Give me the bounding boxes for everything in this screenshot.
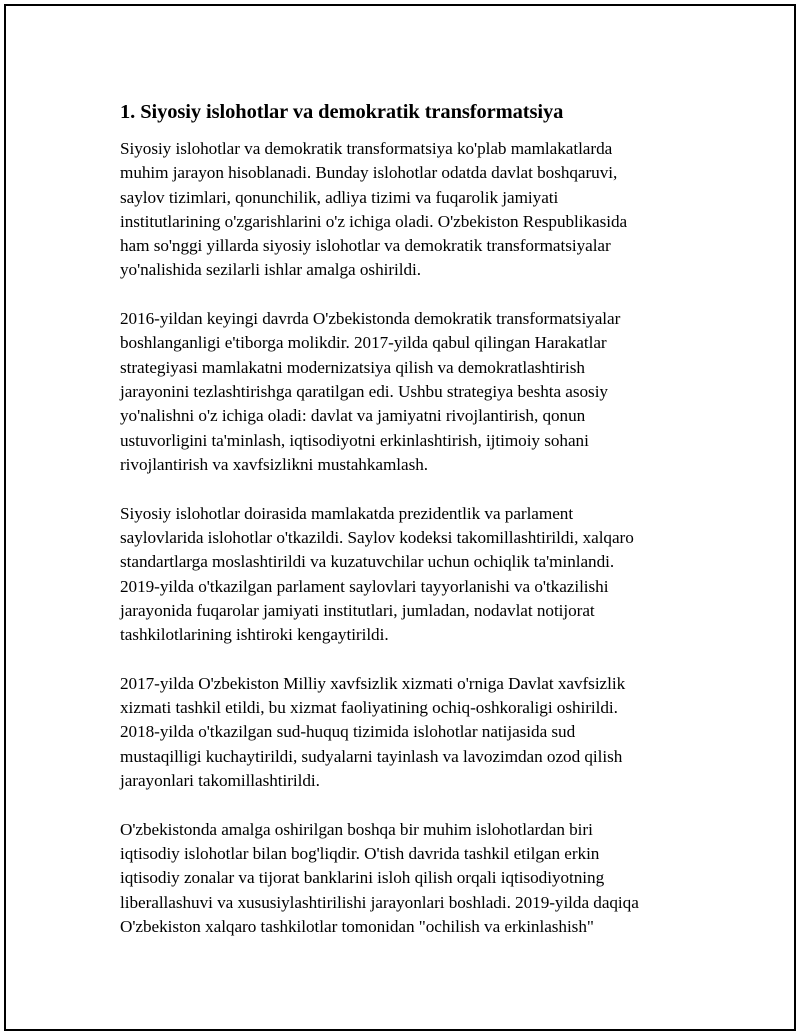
text-line: Siyosiy islohotlar doirasida mamlakatda prezidentlik va parlament	[120, 503, 574, 523]
paragraph-4	[120, 672, 700, 793]
page-frame	[4, 4, 796, 1031]
text-line: saylov tizimlari, qonunchilik, adliya tizimi va fuqarolik jamiyati	[120, 187, 559, 207]
text-line: jarayonini tezlashtirishga qaratilgan edi. Ushbu strategiya beshta asosiy	[120, 382, 608, 402]
text-line: iqtisodiy zonalar va tijorat banklarini isloh qilish orqali iqtisodiyotning	[120, 868, 605, 888]
section-heading: 1. Siyosiy islohotlar va demokratik transformatsiya	[120, 101, 564, 123]
paragraph-1	[120, 137, 700, 283]
text-line: O'zbekiston xalqaro tashkilotlar tomonidan "ochilish va erkinlashish"	[120, 916, 594, 936]
text-line: boshlanganligi e'tiborga molikdir. 2017-yilda qabul qilingan Harakatlar	[120, 333, 607, 353]
text-line: 2017-yilda O'zbekiston Milliy xavfsizlik xizmati o'rniga Davlat xavfsizlik	[120, 673, 626, 693]
text-line: ham so'nggi yillarda siyosiy islohotlar va demokratik transformatsiyalar	[120, 236, 611, 256]
text-line: 2018-yilda o'tkazilgan sud-huquq tizimida islohotlar natijasida sud	[120, 722, 576, 742]
paragraph-5	[120, 818, 700, 939]
text-line: jarayonlari takomillashtirildi.	[120, 771, 320, 790]
text-line: yo'nalishida sezilarli ishlar amalga oshirildi.	[120, 260, 421, 280]
text-line: liberallashuvi va xususiylashtirilishi jarayonlari boshladi. 2019-yilda daqiqa	[120, 892, 639, 912]
text-line: saylovlarida islohotlar o'tkazildi. Saylov kodeksi takomillashtirildi, xalqaro	[120, 527, 634, 547]
text-line: standartlarga moslashtirildi va kuzatuvchilar uchun ochiqlik ta'minlandi.	[120, 552, 615, 572]
text-line: rivojlantirish va xavfsizlikni mustahkamlash.	[120, 454, 429, 474]
text-line: yo'nalishni o'z ichiga oladi: davlat va jamiyatni rivojlantirish, qonun	[120, 406, 586, 426]
text-line: iqtisodiy islohotlar bilan bog'liqdir. O'tish davrida tashkil etilgan erkin	[120, 843, 600, 863]
text-line: mustaqilligi kuchaytirildi, sudyalarni tayinlash va lavozimdan ozod qilish	[120, 746, 623, 766]
text-line: jarayonida fuqarolar jamiyati institutlari, jumladan, nodavlat notijorat	[120, 600, 595, 620]
text-line: xizmati tashkil etildi, bu xizmat faoliyatining ochiq-oshkoraligi oshirildi.	[120, 698, 618, 718]
text-line: Siyosiy islohotlar va demokratik transformatsiya ko'plab mamlakatlarda	[120, 139, 613, 158]
text-line: institutlarining o'zgarishlarini o'z ichiga oladi. O'zbekiston Respublikasida	[120, 211, 628, 231]
text-line: 2016-yildan keyingi davrda O'zbekistonda demokratik transformatsiyalar	[120, 309, 621, 329]
text-line: O'zbekistonda amalga oshirilgan boshqa bir muhim islohotlardan biri	[120, 819, 593, 839]
paragraph-3	[120, 502, 700, 648]
text-line: 2019-yilda o'tkazilgan parlament saylovlari tayyorlanishi va o'tkazilishi	[120, 576, 609, 596]
text-line: tashkilotlarining ishtiroki kengaytirildi.	[120, 625, 389, 645]
paragraph-2	[120, 307, 700, 477]
text-line: muhim jarayon hisoblanadi. Bunday islohotlar odatda davlat boshqaruvi,	[120, 163, 618, 183]
text-line: ustuvorligini ta'minlash, iqtisodiyotni erkinlashtirish, ijtimoiy sohani	[120, 430, 589, 450]
text-line: strategiyasi mamlakatni modernizatsiya qilish va demokratlashtirish	[120, 357, 585, 377]
document-body	[120, 98, 700, 939]
